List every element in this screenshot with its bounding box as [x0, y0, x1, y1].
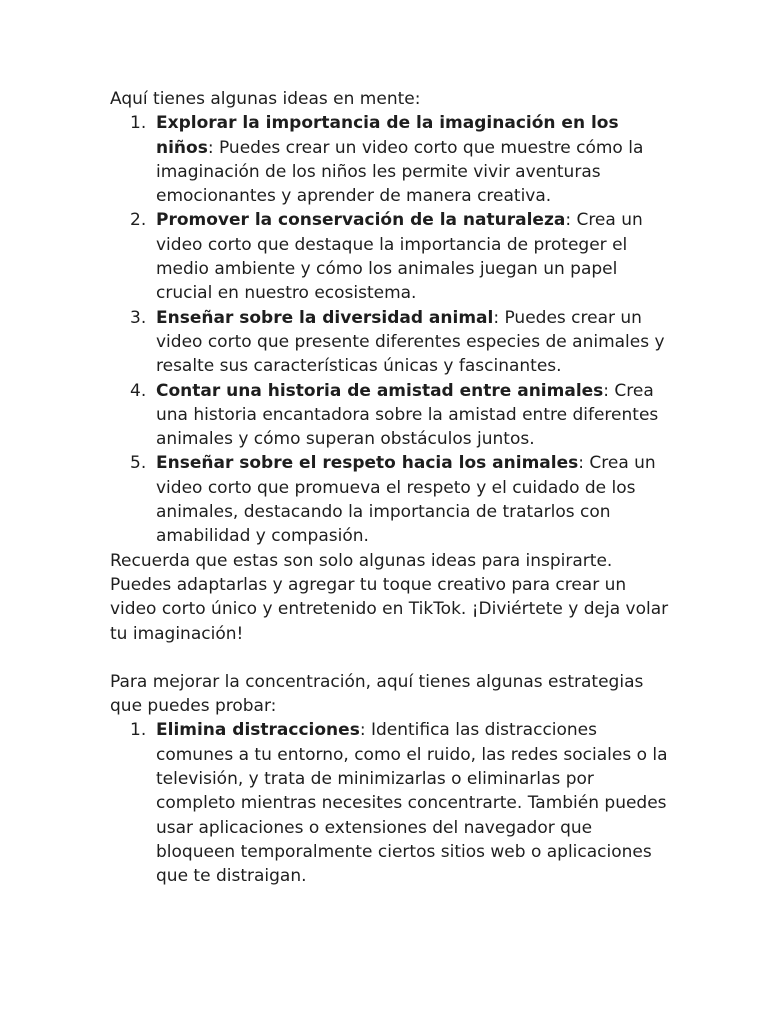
list-number: 2. [130, 210, 147, 231]
list-number: 3. [130, 307, 147, 328]
item-text: : Puedes crear un video corto que muestre cómo la imaginación de los niños les permite vivir aventuras emocionantes y aprender de manera creativa. [156, 137, 644, 207]
paragraph-gap [110, 646, 670, 670]
list-number: 4. [130, 380, 147, 401]
section1-closing: Recuerda que estas son solo algunas ideas para inspirarte. Puedes adaptarlas y agregar tu toque creativo para crear un video corto único y entretenido en TikTok. ¡Diviértete y deja volar tu imaginación! [110, 550, 669, 644]
list-item [130, 451, 670, 548]
list-number: 1. [130, 113, 147, 134]
item-term: Contar una historia de amistad entre animales [156, 380, 604, 401]
item-term: Promover la conservación de la naturaleza [156, 210, 566, 231]
item-term: Enseñar sobre la diversidad animal [156, 307, 494, 328]
section1-intro: Aquí tienes algunas ideas en mente: [110, 89, 421, 109]
document-page [110, 87, 670, 889]
list-item [130, 208, 670, 305]
ideas-list [110, 111, 670, 548]
section2-intro: Para mejorar la concentración, aquí tienes algunas estrategias que puedes probar: [110, 671, 644, 717]
item-text: : Crea un video corto que destaque la importancia de proteger el medio ambiente y cómo los animales juegan un papel crucial en nuestro ecosistema. [156, 210, 643, 304]
list-item [130, 379, 670, 452]
item-text: : Identifica las distracciones comunes a tu entorno, como el ruido, las redes sociales o la televisión, y trata de minimizarlas o eliminarlas por completo mientras necesites concentrarte. También puedes usar aplicaciones o extensiones del navegador que bloqueen temporalmente ciertos sitios web o aplicaciones que te distraigan. [156, 720, 668, 887]
list-item [130, 111, 670, 208]
item-text: : Puedes crear un video corto que presente diferentes especies de animales y resalte sus características únicas y fascinantes. [156, 307, 665, 377]
item-text: : Crea una historia encantadora sobre la amistad entre diferentes animales y cómo superan obstáculos juntos. [156, 380, 659, 450]
strategies-list [110, 718, 670, 888]
item-term: Explorar la importancia de la imaginación en los niños [156, 113, 619, 158]
item-text: : Crea un video corto que promueva el respeto y el cuidado de los animales, destacando la importancia de tratarlos con amabilidad y compasión. [156, 453, 656, 547]
list-number: 5. [130, 453, 147, 474]
item-term: Elimina distracciones [156, 720, 360, 741]
list-number: 1. [130, 720, 147, 741]
list-item [130, 306, 670, 379]
item-term: Enseñar sobre el respeto hacia los animales [156, 453, 579, 474]
list-item [130, 718, 670, 888]
